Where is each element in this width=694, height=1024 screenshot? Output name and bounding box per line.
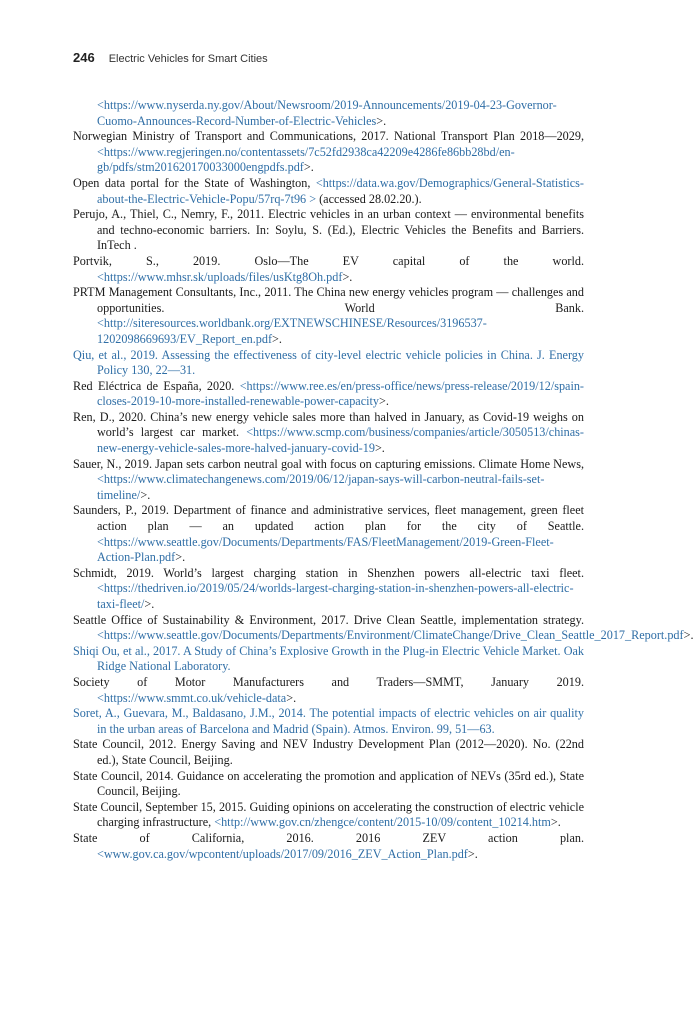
reference-link[interactable]: <https://www.nyserda.ny.gov/About/Newsroom/2019-Announcements/2019-04-23-Governor-Cuomo-Announces-Record-Number-of-Electric-Vehicles [97,98,557,128]
reference-entry: State Council, September 15, 2015. Guiding opinions on accelerating the construction of electric vehicle charging infrastructure, <http://www.gov.cn/zhengce/content/2015-10/09/content_10214.htm>. [73,799,584,830]
reference-link[interactable]: <https://data.wa.gov/Demographics/General-Statistics-about-the-Electric-Vehicle-Popu/57rq-7t96 > [97,175,584,206]
reference-entry: Open data portal for the State of Washington, <https://data.wa.gov/Demographics/General-Statistics-about-the-Electric-Vehicle-Popu/57rq-7t96 > (accessed 28.02.20.). [73,175,584,206]
reference-link[interactable]: <https://www.smmt.co.uk/vehicle-data [97,690,287,705]
reference-link[interactable]: <https://www.seattle.gov/Documents/Departments/FAS/FleetManagement/2019-Green-Fleet-Action-Plan.pdf [97,534,554,565]
reference-list [73,98,694,862]
reference-entry: Schmidt, 2019. World’s largest charging station in Shenzhen powers all-electric taxi fleet. <https://thedriven.io/2019/05/24/worlds-largest-charging-station-in-shenzhen-powers-all-electric-taxi-fleet/>. [73,565,584,611]
reference-entry: State of California, 2016. 2016 ZEV action plan. <www.gov.ca.gov/wpcontent/uploads/2017/09/2016_ZEV_Action_Plan.pdf>. [73,830,584,861]
running-title: Electric Vehicles for Smart Cities [108,53,268,65]
reference-entry: Red Eléctrica de España, 2020. <https://www.ree.es/en/press-office/news/press-release/2019/12/spain-closes-2019-10-more-installed-renewable-power-capacity>. [73,378,584,409]
reference-entry: Ren, D., 2020. China’s new energy vehicle sales more than halved in January, as Covid-19 weighs on world’s largest car market. <https://www.scmp.com/business/companies/article/3050513/chinas-new-energy-vehicle-sales-more-halved-january-covid-19>. [73,409,584,456]
reference-link[interactable]: <www.gov.ca.gov/wpcontent/uploads/2017/09/2016_ZEV_Action_Plan.pdf [97,846,468,861]
reference-entry [73,644,584,675]
reference-entry: State Council, 2012. Energy Saving and NEV Industry Development Plan (2012—2020). No. (22nd ed.), State Council, Beijing. [73,737,584,767]
reference-entry: State Council, 2014. Guidance on accelerating the promotion and application of NEVs (35rd ed.), State Council, Beijing. [73,768,584,799]
reference-entry: Portvik, S., 2019. Oslo—The EV capital of the world. <https://www.mhsr.sk/uploads/files/usKtg8Oh.pdf>. [73,253,584,284]
reference-entry: <https://www.nyserda.ny.gov/About/Newsroom/2019-Announcements/2019-04-23-Governor-Cuomo-Announces-Record-Number-of-Electric-Vehicles>. [97,98,557,128]
reference-entry: PRTM Management Consultants, Inc., 2011. The China new energy vehicles program — challenges and opportunities. World Bank. <http://siteresources.worldbank.org/EXTNEWSCHINESE/Resources/3196537-1202098669693/EV_Report_en.pdf>. [73,285,584,346]
reference-entry [73,348,584,379]
reference-link[interactable]: <http://www.gov.cn/zhengce/content/2015-10/09/content_10214.htm [214,815,551,830]
reference-link[interactable]: Shiqi Ou, et al., 2017. A Study of China’s Explosive Growth in the Plug-in Electric Vehicle Market. Oak Ridge National Laboratory. [73,643,584,674]
reference-link[interactable]: <https://www.scmp.com/business/companies/article/3050513/chinas-new-energy-vehicle-sales-more-halved-january-covid-19 [97,425,584,456]
reference-entry: Norwegian Ministry of Transport and Communications, 2017. National Transport Plan 2018—2029, <https://www.regjeringen.no/contentassets/7c52fd2938ca42209e4286fe86bb28bd/en-gb/pdfs/stm201620170033000engpdfs.pdf>. [73,129,584,175]
reference-link[interactable]: Qiu, et al., 2019. Assessing the effectiveness of city-level electric vehicle policies in China. J. Energy Policy 130, 22—31. [73,347,584,378]
reference-entry: Society of Motor Manufacturers and Traders—SMMT, January 2019. <https://www.smmt.co.uk/vehicle-data>. [73,674,584,705]
reference-link[interactable]: <https://www.ree.es/en/press-office/news/press-release/2019/12/spain-closes-2019-10-more-installed-renewable-power-capacity [97,378,584,409]
reference-link[interactable]: <https://www.mhsr.sk/uploads/files/usKtg8Oh.pdf [97,269,343,284]
reference-link[interactable]: <https://thedriven.io/2019/05/24/worlds-largest-charging-station-in-shenzhen-powers-all-electric-taxi-fleet/ [97,581,574,611]
reference-entry [73,706,584,737]
reference-entry: Saunders, P., 2019. Department of finance and administrative services, fleet management, green fleet action plan — an updated action plan for the city of Seattle. <https://www.seattle.gov/Documents/Departments/FAS/FleetManagement/2019-Green-Fleet-Action-Plan.pdf>. [73,503,584,565]
reference-link[interactable]: <http://siteresources.worldbank.org/EXTNEWSCHINESE/Resources/3196537-1202098669693/EV_Report_en.pdf [97,316,487,346]
reference-entry: Sauer, N., 2019. Japan sets carbon neutral goal with focus on capturing emissions. Climate Home News, <https://www.climatechangenews.com/2019/06/12/japan-says-will-carbon-neutral-fails-set-timeline/>. [73,456,584,502]
reference-link[interactable]: Soret, A., Guevara, M., Baldasano, J.M., 2014. The potential impacts of electric vehicles on air quality in the urban areas of Barcelona and Madrid (Spain). Atmos. Environ. 99, 51—63. [73,706,584,736]
page-number: 246 [73,50,95,65]
page-header [73,50,268,65]
reference-entry: Perujo, A., Thiel, C., Nemry, F., 2011. Electric vehicles in an urban context — environmental benefits and techno-economic barriers. In: Soylu, S. (Ed.), Electric Vehicles the Benefits and Barriers. InTech . [73,207,584,253]
reference-link[interactable]: <https://www.regjeringen.no/contentassets/7c52fd2938ca42209e4286fe86bb28bd/en-gb/pdfs/stm201620170033000engpdfs.pdf [97,144,515,175]
reference-link[interactable]: <https://www.seattle.gov/Documents/Departments/Environment/ClimateChange/Drive_Clean_Seattle_2017_Report.pdf [97,628,684,643]
reference-link[interactable]: <https://www.climatechangenews.com/2019/06/12/japan-says-will-carbon-neutral-fails-set-timeline/ [97,472,545,502]
reference-entry: Seattle Office of Sustainability & Environment, 2017. Drive Clean Seattle, implementation strategy. <https://www.seattle.gov/Documents/Departments/Environment/ClimateChange/Drive_Clean_Seattle_2017_Report.pdf>. [73,612,694,643]
